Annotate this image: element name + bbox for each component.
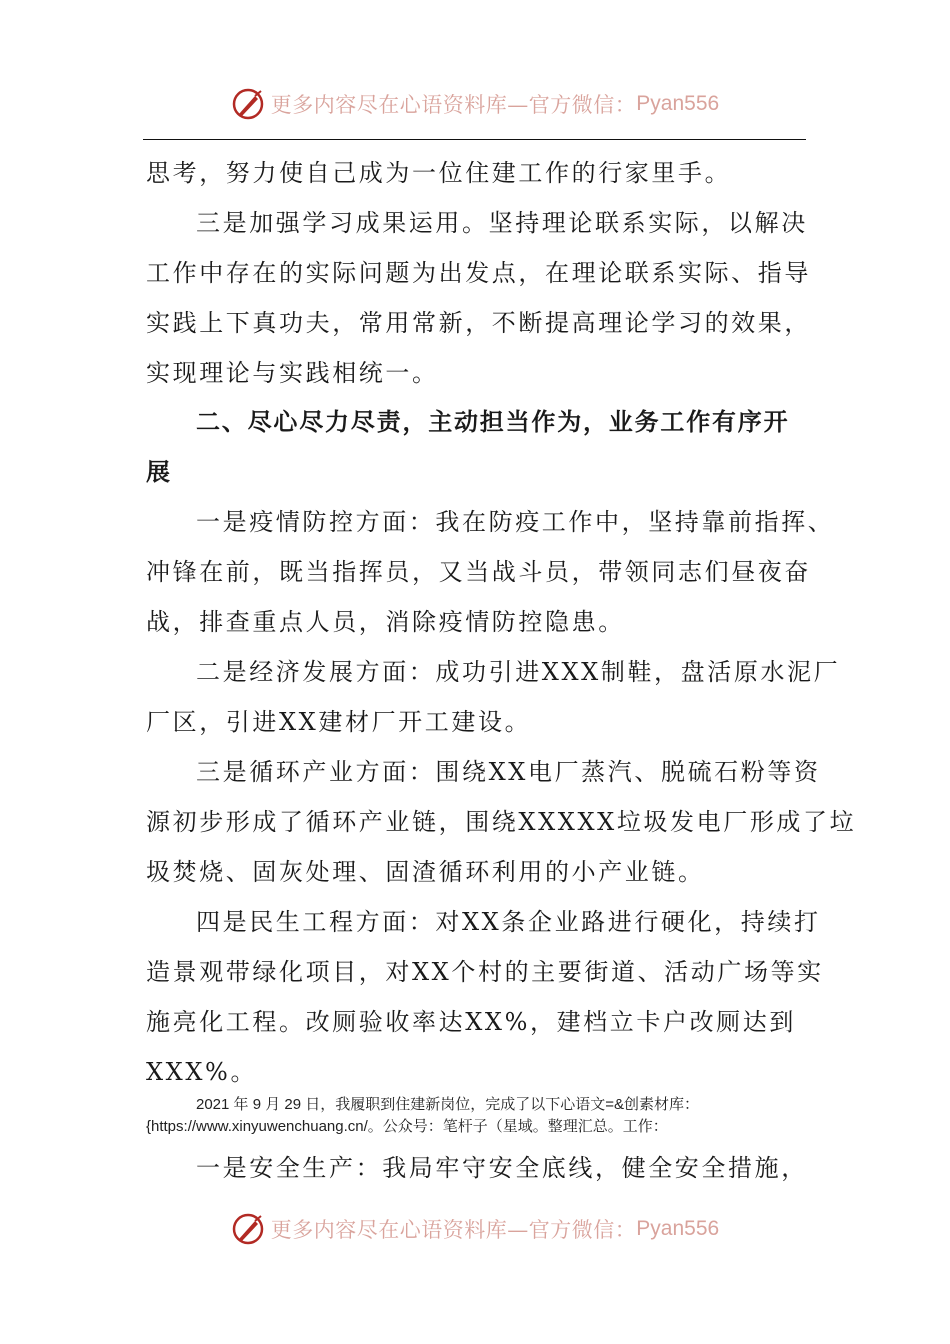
text-line: 施亮化工程。改厕验收率达XX%，建档立卡户改厕达到: [146, 1008, 796, 1036]
banner-text: 更多内容尽在心语资料库—官方微信：: [270, 93, 637, 117]
banner-wechat-handle: Pyan556: [636, 92, 720, 115]
text-line: 三是加强学习成果运用。坚持理论联系实际，以解决: [196, 209, 808, 237]
text-line: 四是民生工程方面：对XX条企业路进行硬化，持续打: [196, 908, 821, 936]
text-line: XXX%。: [146, 1058, 258, 1086]
text-line: 一是疫情防控方面：我在防疫工作中，坚持靠前指挥、: [196, 508, 835, 536]
text-line: 工作中存在的实际问题为出发点，在理论联系实际、指导: [146, 259, 811, 287]
banner-wechat-handle: Pyan556: [636, 1217, 720, 1240]
text-line: 一是安全生产：我局牢守安全底线，健全安全措施，: [196, 1154, 808, 1182]
text-line: 造景观带绿化项目，对XX个村的主要街道、活动广场等实: [146, 958, 824, 986]
text-line: 二是经济发展方面：成功引进XXX制鞋，盘活原水泥厂: [196, 658, 841, 686]
section-heading-continued: 展: [146, 458, 172, 486]
quill-logo-icon: [231, 87, 265, 121]
source-note-line: {https://www.xinyuwenchuang.cn/。公众号：笔杆子（星域。整理汇总。工作：: [146, 1118, 668, 1135]
text-line: 圾焚烧、固灰处理、固渣循环利用的小产业链。: [146, 858, 705, 886]
text-line: 冲锋在前，既当指挥员，又当战斗员，带领同志们昼夜奋: [146, 558, 811, 586]
text-line: 实践上下真功夫，常用常新，不断提高理论学习的效果，: [146, 309, 811, 337]
text-line: 源初步形成了循环产业链，围绕XXXXX垃圾发电厂形成了垃: [146, 808, 857, 836]
section-heading: 二、尽心尽力尽责，主动担当作为，业务工作有序开: [196, 408, 790, 436]
text-line: 思考，努力使自己成为一位住建工作的行家里手。: [146, 159, 732, 187]
footer-banner: [0, 1209, 950, 1249]
header-banner: [0, 84, 950, 124]
header-divider: [143, 139, 806, 140]
text-line: 实现理论与实践相统一。: [146, 359, 439, 387]
text-line: 战，排查重点人员，消除疫情防控隐患。: [146, 608, 625, 636]
banner-text: 更多内容尽在心语资料库—官方微信：: [270, 1218, 637, 1242]
text-line: 厂区，引进XX建材厂开工建设。: [146, 708, 532, 736]
source-note-line: 2021 年 9 月 29 日，我履职到住建新岗位，完成了以下心语文=&创素材库：: [196, 1096, 700, 1113]
text-line: 三是循环产业方面：围绕XX电厂蒸汽、脱硫石粉等资: [196, 758, 821, 786]
quill-logo-icon: [231, 1212, 265, 1246]
